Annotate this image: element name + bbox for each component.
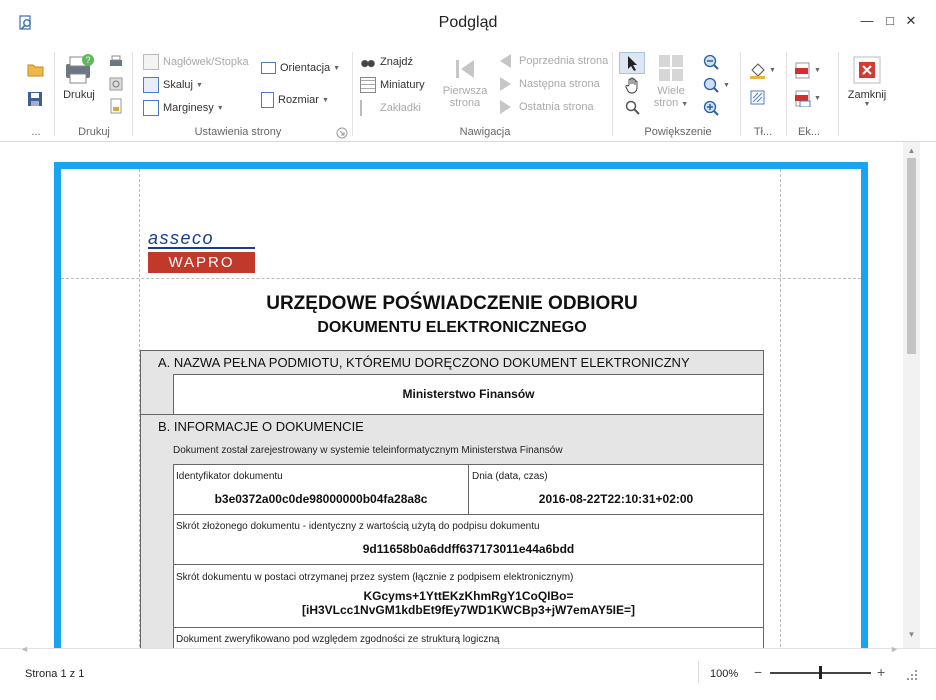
save-icon[interactable] [27, 91, 43, 107]
header-footer-icon [143, 54, 159, 70]
margins-label: Marginesy [163, 102, 214, 114]
ribbon-separator [54, 52, 55, 136]
chevron-down-icon: ▼ [681, 101, 689, 108]
next-arrow-icon [500, 77, 511, 91]
close-preview-button[interactable] [844, 54, 890, 108]
chevron-down-icon: ▼ [195, 81, 203, 89]
svg-text:?: ? [85, 55, 91, 65]
open-folder-icon[interactable] [27, 62, 44, 77]
find-button[interactable] [360, 54, 413, 70]
page-size-icon [261, 92, 274, 108]
header-footer-button[interactable] [143, 54, 249, 70]
group-label-page-settings: Ustawienia strony [194, 126, 282, 138]
previous-page-button[interactable] [500, 54, 608, 68]
group-label-zoom: Powiększenie [644, 126, 712, 138]
send-pdf-dropdown[interactable] [794, 90, 821, 107]
header-footer-label: Nagłówek/Stopka [163, 56, 249, 68]
verification-note: Dokument zweryfikowano pod względem zgodności ze strukturą logiczną [176, 634, 500, 645]
page-indicator: Strona 1 z 1 [25, 668, 85, 680]
ribbon-separator [838, 52, 839, 136]
entity-name-box [173, 374, 764, 415]
binoculars-icon [360, 54, 376, 70]
many-pages-icon [657, 54, 685, 82]
scroll-up-icon[interactable]: ▲ [907, 146, 916, 155]
last-page-label: Ostatnia strona [519, 101, 594, 113]
first-page-label-1: Pierwsza [442, 85, 488, 97]
registered-note: Dokument został zarejestrowany w systemie teleinformatycznym Ministerstwa Finansów [173, 445, 563, 456]
document-hash-line-1: KGcyms+1YttEKzKhmRgY1CoQIBo= [363, 589, 574, 603]
margins-dropdown[interactable] [143, 100, 224, 116]
pointer-tool-button[interactable] [619, 52, 645, 74]
orientation-icon [261, 62, 276, 74]
many-pages-label-1: Wiele [657, 85, 685, 97]
group-label-file: ... [31, 126, 41, 138]
last-page-button[interactable] [500, 100, 594, 114]
scale-icon [143, 77, 159, 93]
find-label: Znajdź [380, 56, 414, 68]
document-id-cell [173, 464, 469, 515]
status-separator [698, 661, 699, 683]
logo-wapro-text: WAPRO [148, 252, 255, 273]
chevron-down-icon: ▼ [216, 104, 224, 112]
scale-dropdown[interactable] [143, 77, 203, 93]
document-digest-cell [173, 514, 764, 565]
document-hash-line-2: [iH3VLcc1NvGM1kdbEt9fEy7WD1KWCBp3+jW7emAY5IE=] [302, 603, 635, 617]
zoom-in-icon[interactable] [703, 100, 720, 117]
thumbnails-button[interactable] [360, 77, 425, 93]
chevron-down-icon: ▼ [814, 67, 821, 74]
document-digest-label: Skrót złożonego dokumentu - identyczny z wartością użytą do podpisu dokumentu [176, 521, 540, 532]
window-title: Podgląd [438, 14, 498, 31]
zoom-out-icon[interactable] [703, 54, 720, 71]
document-page [54, 162, 868, 648]
margin-guide-top [61, 278, 861, 279]
document-title-line-2: DOKUMENTU ELEKTRONICZNEGO [317, 319, 587, 336]
entity-name: Ministerstwo Finansów [402, 387, 535, 401]
orientation-label: Orientacja [280, 62, 331, 74]
document-date-label: Dnia (data, czas) [472, 471, 548, 482]
scroll-left-icon[interactable]: ◄ [20, 644, 29, 654]
document-digest-value: 9d11658b0a6ddff637173011e44a6bdd [362, 542, 575, 556]
verification-cell [173, 627, 764, 648]
document-date-value: 2016-08-22T22:10:31+02:00 [538, 492, 694, 506]
zoom-slider-thumb[interactable] [819, 666, 822, 679]
document-id-value: b3e0372a00c0de98000000b04fa28a8c [214, 492, 428, 506]
bookmarks-label: Zakładki [380, 102, 421, 114]
margin-guide-right [780, 169, 781, 648]
cursor-icon [620, 53, 644, 73]
document-title-line-1: URZĘDOWE POŚWIADCZENIE ODBIORU [266, 293, 638, 314]
dialog-launcher-icon[interactable] [336, 127, 348, 139]
section-a-margin [140, 374, 173, 415]
company-logo [148, 230, 255, 273]
many-pages-button[interactable] [650, 54, 692, 109]
next-page-label: Następna strona [519, 78, 600, 90]
zoom-percentage: 100% [710, 668, 739, 680]
paint-bucket-icon [749, 62, 766, 79]
export-pdf-dropdown[interactable] [794, 62, 821, 79]
zoom-icon [703, 77, 720, 94]
first-page-label-2: strona [449, 97, 481, 109]
size-dropdown[interactable] [261, 92, 329, 108]
previous-page-label: Poprzednia strona [519, 55, 609, 67]
maximize-button[interactable]: □ [886, 13, 894, 28]
hand-tool-icon[interactable] [624, 77, 641, 94]
title-bar [0, 0, 936, 46]
printer-icon [62, 52, 96, 86]
ribbon-separator [352, 52, 353, 136]
chevron-down-icon: ▼ [769, 67, 776, 74]
chevron-down-icon: ▼ [333, 64, 341, 72]
zoom-dropdown[interactable] [703, 77, 730, 94]
chevron-down-icon: ▼ [321, 96, 329, 104]
close-window-button[interactable]: ✕ [905, 13, 917, 28]
close-preview-label: Zamknij [847, 89, 887, 101]
previous-arrow-icon [500, 54, 511, 68]
size-label: Rozmiar [278, 94, 319, 106]
email-pdf-icon [794, 90, 811, 107]
document-hash-label: Skrót dokumentu w postaci otrzymanej przez system (łącznie z podpisem elektronicznym) [176, 572, 574, 583]
group-label-navigation: Nawigacja [459, 126, 511, 138]
resize-grip-icon[interactable] [906, 669, 918, 681]
scroll-right-icon[interactable]: ► [890, 644, 899, 654]
group-label-export: Ek... [797, 126, 820, 138]
print-preview-icon[interactable] [108, 76, 124, 92]
group-label-print: Drukuj [78, 126, 110, 138]
ribbon-separator [612, 52, 613, 136]
thumbnails-label: Miniatury [380, 79, 425, 91]
chevron-down-icon: ▼ [814, 95, 821, 102]
orientation-dropdown[interactable] [261, 62, 340, 74]
vertical-scrollbar[interactable] [903, 142, 920, 648]
quick-print-icon[interactable] [108, 54, 124, 70]
many-pages-label-2: stron [653, 97, 679, 109]
minimize-button[interactable]: — [860, 13, 874, 28]
document-date-cell [468, 464, 764, 515]
bookmarks-button[interactable] [360, 100, 421, 116]
logo-asseco-text: asseco [148, 230, 255, 249]
pdf-file-icon [794, 62, 811, 79]
status-bar [0, 644, 936, 700]
section-a-header: A. NAZWA PEŁNA PODMIOTU, KTÓREMU DORĘCZONO DOKUMENT ELEKTRONICZNY [140, 350, 764, 375]
page-setup-icon[interactable] [108, 98, 124, 114]
group-label-background: Tł... [753, 126, 773, 138]
next-page-button[interactable] [500, 77, 600, 91]
chevron-down-icon: ▼ [723, 82, 730, 89]
scale-label: Skaluj [163, 79, 193, 91]
ribbon-separator [740, 52, 741, 136]
print-button-label: Drukuj [63, 89, 95, 101]
document-hash-cell [173, 564, 764, 628]
section-b-margin [140, 438, 173, 648]
scrollbar-thumb[interactable] [907, 158, 916, 354]
preview-area[interactable] [0, 142, 903, 648]
magnifier-icon[interactable] [625, 100, 641, 116]
document-id-label: Identyfikator dokumentu [176, 471, 283, 482]
bookmarks-icon [360, 100, 376, 116]
close-icon [851, 54, 883, 86]
margins-icon [143, 100, 159, 116]
print-button[interactable] [60, 52, 98, 101]
zoom-in-button[interactable]: + [877, 664, 886, 680]
ribbon-separator [132, 52, 133, 136]
chevron-down-icon: ▼ [863, 101, 871, 108]
first-page-button[interactable] [440, 56, 490, 109]
last-page-icon [500, 100, 511, 114]
watermark-icon[interactable] [750, 90, 765, 105]
ribbon-separator [786, 52, 787, 136]
scroll-down-icon[interactable]: ▼ [907, 630, 916, 639]
section-b-header: B. INFORMACJE O DOKUMENCIE [140, 414, 764, 439]
ribbon [0, 46, 936, 142]
thumbnails-icon [360, 77, 376, 93]
page-color-dropdown[interactable] [749, 62, 776, 79]
first-page-icon [452, 56, 478, 82]
registered-note-row [173, 438, 764, 465]
zoom-out-button[interactable]: − [754, 664, 763, 680]
